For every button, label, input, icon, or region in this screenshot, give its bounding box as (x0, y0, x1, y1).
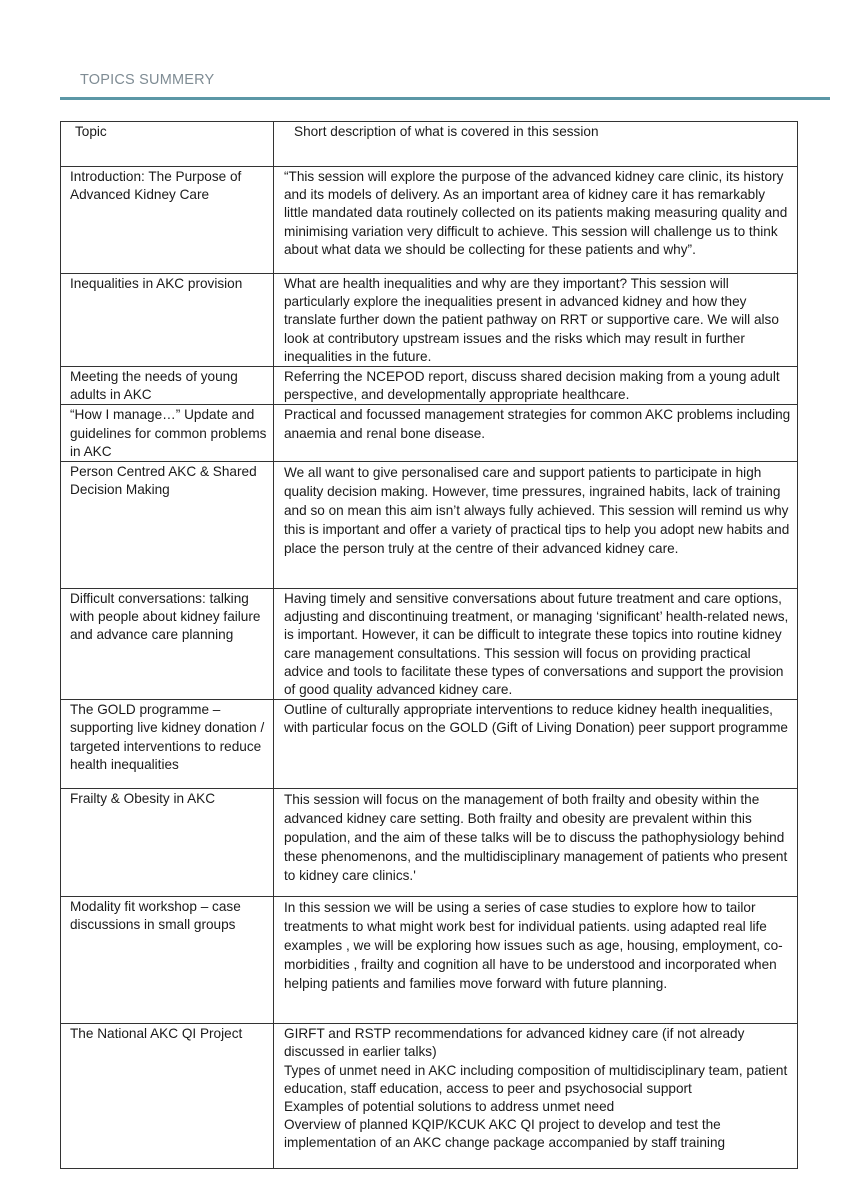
description-line: Overview of planned KQIP/KCUK AKC QI project to develop and test the implementation of an AKC change package accompanied by staff training (284, 1117, 726, 1151)
description-cell: “This session will explore the purpose of the advanced kidney care clinic, its history and its models of delivery. As an important area of kidney care it has remarkably little mandated data routinely collected on its patients making measuring quality and minimising variation very difficult to achieve. This session will challenge us to think about what data we should be collecting for these patients and why”. (274, 167, 798, 274)
description-line: Types of unmet need in AKC including composition of multidisciplinary team, patient education, staff education, access to peer and psychosocial support (284, 1062, 788, 1096)
page-header-title: TOPICS SUMMERY (80, 72, 215, 88)
table-row (61, 700, 798, 789)
table-row (61, 367, 798, 405)
description-line: Examples of potential solutions to address unmet need (284, 1099, 615, 1115)
table-header-row (61, 122, 798, 167)
topic-cell: Meeting the needs of young adults in AKC (61, 367, 274, 405)
table-row (61, 789, 798, 897)
description-cell (274, 1024, 798, 1169)
description-cell: Referring the NCEPOD report, discuss shared decision making from a young adult perspective, and developmentally appropriate healthcare. (274, 367, 798, 405)
description-line: GIRFT and RSTP recommendations for advanced kidney care (if not already discussed in earlier talks) (284, 1026, 745, 1060)
description-cell: Having timely and sensitive conversations about future treatment and care options, adjusting and discontinuing treatment, or managing ‘significant’ health-related news, is important. However, it can be difficult to integrate these topics into routine kidney care management consultations. This session will focus on providing practical advice and tools to facilitate these types of conversations and support the provision of good quality advanced kidney care. (274, 589, 798, 700)
table-row (61, 462, 798, 589)
description-cell: This session will focus on the management of both frailty and obesity within the advanced kidney care setting. Both frailty and obesity are prevalent within this population, and the aim of these talks will be to discuss the pathophysiology behind these phenomenons, and the multidisciplinary management of patients who present to kidney care clinics.' (274, 789, 798, 897)
topics-table (60, 121, 798, 1169)
description-cell: Outline of culturally appropriate interventions to reduce kidney health inequalities, with particular focus on the GOLD (Gift of Living Donation) peer support programme (274, 700, 798, 789)
table-row (61, 405, 798, 462)
topic-cell: Difficult conversations: talking with people about kidney failure and advance care planning (61, 589, 274, 700)
description-cell: What are health inequalities and why are they important? This session will particularly explore the inequalities present in advanced kidney and how they translate further down the patient pathway on RRT or supportive care. We will also look at contributory upstream issues and the risks which may result in further inequalities in the future. (274, 274, 798, 367)
topic-cell: Person Centred AKC & Shared Decision Making (61, 462, 274, 589)
topic-cell: The GOLD programme – supporting live kidney donation / targeted interventions to reduce health inequalities (61, 700, 274, 789)
column-header-topic: Topic (61, 122, 274, 167)
column-header-description: Short description of what is covered in this session (274, 122, 798, 167)
topic-cell: Modality fit workshop – case discussions in small groups (61, 897, 274, 1024)
topic-cell: “How I manage…” Update and guidelines for common problems in AKC (61, 405, 274, 462)
table-row (61, 1024, 798, 1169)
table-row (61, 589, 798, 700)
description-cell: In this session we will be using a series of case studies to explore how to tailor treatments to what might work best for individual patients. using adapted real life examples , we will be exploring how issues such as age, housing, employment, co-morbidities , frailty and cognition all have to be understood and incorporated when helping patients and families move forward with future planning. (274, 897, 798, 1024)
table-row (61, 897, 798, 1024)
topic-cell: Introduction: The Purpose of Advanced Kidney Care (61, 167, 274, 274)
topic-cell: The National AKC QI Project (61, 1024, 274, 1169)
table-row (61, 274, 798, 367)
description-cell: Practical and focussed management strategies for common AKC problems including anaemia and renal bone disease. (274, 405, 798, 462)
topic-cell: Inequalities in AKC provision (61, 274, 274, 367)
table-row (61, 167, 798, 274)
description-cell: We all want to give personalised care and support patients to participate in high quality decision making. However, time pressures, ingrained habits, lack of training and so on mean this aim isn’t always fully achieved. This session will remind us why this is important and offer a variety of practical tips to help you adopt new habits and place the person truly at the centre of their advanced kidney care. (274, 462, 798, 589)
topic-cell: Frailty & Obesity in AKC (61, 789, 274, 897)
header-rule (60, 97, 830, 100)
